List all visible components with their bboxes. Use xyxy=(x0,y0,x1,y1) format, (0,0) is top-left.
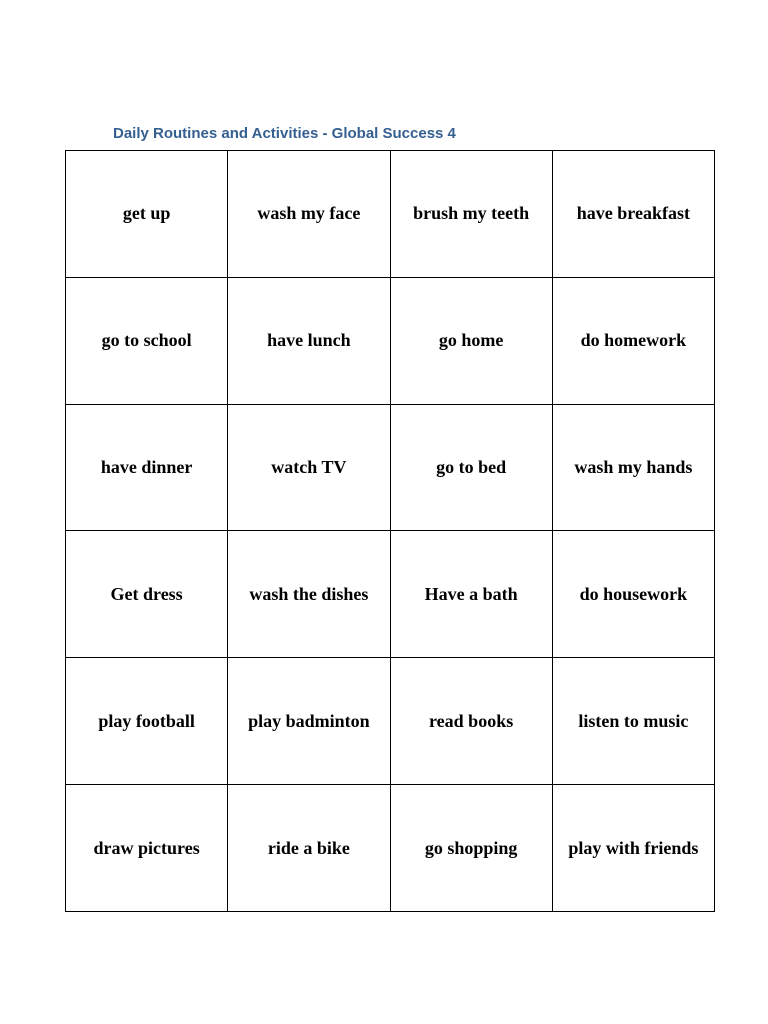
activity-cell: read books xyxy=(390,658,552,785)
table-row xyxy=(66,658,715,785)
table-row xyxy=(66,531,715,658)
activity-cell: wash the dishes xyxy=(228,531,390,658)
activity-grid xyxy=(65,150,715,912)
activity-cell: have breakfast xyxy=(552,151,714,278)
table-row xyxy=(66,785,715,912)
activity-cell: Have a bath xyxy=(390,531,552,658)
activity-cell: watch TV xyxy=(228,404,390,531)
activity-cell: wash my hands xyxy=(552,404,714,531)
activity-cell: do housework xyxy=(552,531,714,658)
activity-cell: brush my teeth xyxy=(390,151,552,278)
activity-cell: play football xyxy=(66,658,228,785)
activity-cell: go to school xyxy=(66,277,228,404)
activity-cell: have dinner xyxy=(66,404,228,531)
activity-cell: ride a bike xyxy=(228,785,390,912)
activity-cell: draw pictures xyxy=(66,785,228,912)
activity-cell: have lunch xyxy=(228,277,390,404)
activity-cell: play badminton xyxy=(228,658,390,785)
activity-cell: go home xyxy=(390,277,552,404)
activity-cell: go to bed xyxy=(390,404,552,531)
activity-cell: listen to music xyxy=(552,658,714,785)
activity-cell: get up xyxy=(66,151,228,278)
activity-cell: play with friends xyxy=(552,785,714,912)
table-row xyxy=(66,404,715,531)
activity-cell: do homework xyxy=(552,277,714,404)
table-row xyxy=(66,277,715,404)
table-row xyxy=(66,151,715,278)
activity-cell: wash my face xyxy=(228,151,390,278)
activity-cell: go shopping xyxy=(390,785,552,912)
activity-cell: Get dress xyxy=(66,531,228,658)
document-title: Daily Routines and Activities - Global Success 4 xyxy=(113,125,456,142)
